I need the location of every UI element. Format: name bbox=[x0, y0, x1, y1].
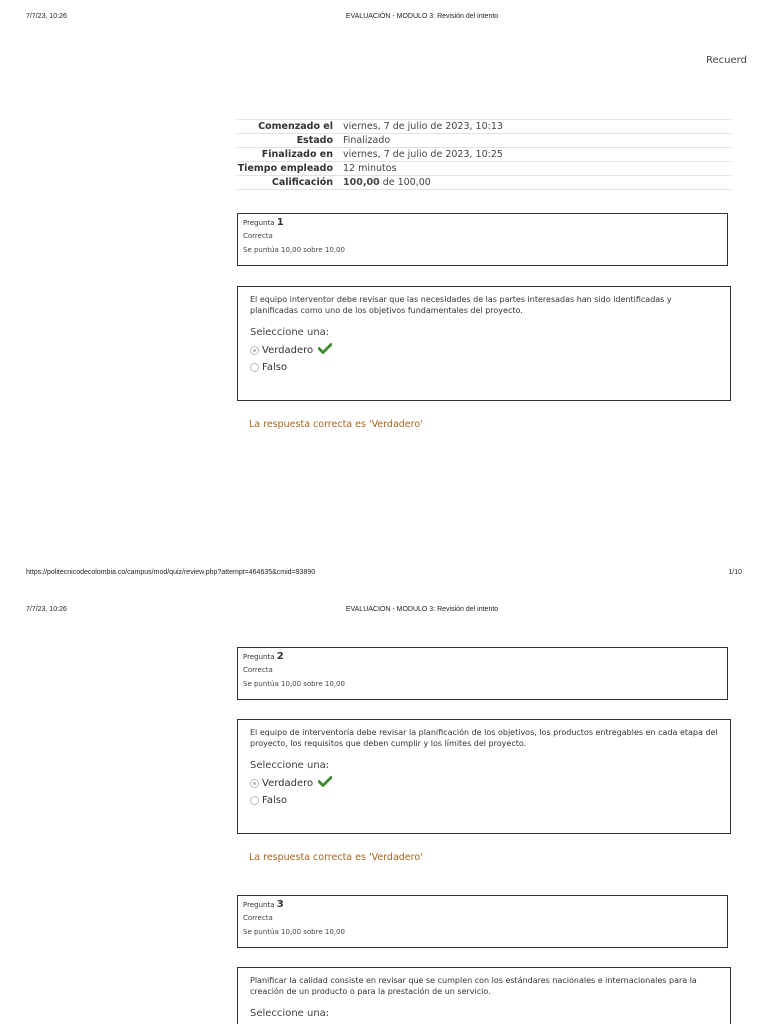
attempt-summary-table bbox=[237, 119, 731, 190]
summary-value: viernes, 7 de julio de 2023, 10:13 bbox=[343, 120, 731, 134]
answer-option-label: Falso bbox=[262, 362, 288, 373]
print-page-number: 1/10 bbox=[728, 569, 742, 576]
summary-value bbox=[343, 176, 731, 190]
question-number: 3 bbox=[276, 899, 284, 910]
question-label-text: Pregunta bbox=[243, 901, 275, 909]
summary-value: Finalizado bbox=[343, 134, 731, 148]
radio-selected-icon[interactable] bbox=[250, 346, 259, 355]
question-label bbox=[243, 651, 722, 663]
answer-option[interactable] bbox=[250, 362, 718, 373]
question-status: Correcta bbox=[243, 914, 273, 922]
correct-answer-feedback: La respuesta correcta es 'Verdadero' bbox=[249, 852, 423, 863]
print-header bbox=[0, 606, 768, 618]
summary-key: Calificación bbox=[237, 176, 343, 190]
summary-key: Estado bbox=[237, 134, 343, 148]
answer-option[interactable] bbox=[250, 795, 718, 806]
question-grade: Se puntúa 10,00 sobre 10,00 bbox=[243, 680, 345, 688]
radio-unselected-icon[interactable] bbox=[250, 363, 259, 372]
summary-row bbox=[237, 162, 731, 176]
answer-option-label: Falso bbox=[262, 795, 288, 806]
summary-row bbox=[237, 134, 731, 148]
summary-key: Tiempo empleado bbox=[237, 162, 343, 176]
question-label-text: Pregunta bbox=[243, 219, 275, 227]
correct-answer-feedback: La respuesta correcta es 'Verdadero' bbox=[249, 419, 423, 430]
summary-row bbox=[237, 148, 731, 162]
question-text: El equipo de interventoría debe revisar la planificación de los objetivos, los productos entregables en cada etapa del proyecto, los requisitos que deben cumplir y los límites del proyecto. bbox=[250, 728, 718, 748]
answer-option[interactable] bbox=[250, 776, 718, 790]
summary-key: Finalizado en bbox=[237, 148, 343, 162]
print-footer bbox=[0, 569, 768, 581]
summary-row-grade bbox=[237, 176, 731, 190]
answer-prompt: Seleccione una: bbox=[250, 1008, 330, 1019]
summary-value: viernes, 7 de julio de 2023, 10:25 bbox=[343, 148, 731, 162]
question-grade: Se puntúa 10,00 sobre 10,00 bbox=[243, 246, 345, 254]
question-text: El equipo interventor debe revisar que las necesidades de las partes interesadas han sido identificadas y planificadas como uno de los objetivos fundamentales del proyecto. bbox=[250, 295, 672, 315]
answer-prompt: Seleccione una: bbox=[250, 327, 330, 338]
question-label bbox=[243, 899, 722, 911]
answer-prompt: Seleccione una: bbox=[250, 760, 330, 771]
question-content-box bbox=[237, 286, 731, 401]
summary-value: 12 minutos bbox=[343, 162, 731, 176]
print-date: 7/7/23, 10:26 bbox=[26, 13, 67, 20]
question-text: Planificar la calidad consiste en revisar que se cumplen con los estándares nacionales e internacionales para la creación de un producto o para la prestación de un servicio. bbox=[250, 976, 697, 996]
question-label-text: Pregunta bbox=[243, 653, 275, 661]
question-number: 2 bbox=[276, 651, 284, 662]
question-grade: Se puntúa 10,00 sobre 10,00 bbox=[243, 928, 345, 936]
grade-value: 100,00 bbox=[343, 177, 380, 188]
print-title: EVALUACIÓN - MODULO 3: Revisión del intento bbox=[345, 606, 499, 613]
question-status: Correcta bbox=[243, 666, 273, 674]
checkmark-icon bbox=[318, 776, 332, 790]
answer-option-label: Verdadero bbox=[262, 777, 314, 789]
radio-selected-icon[interactable] bbox=[250, 779, 259, 788]
question-content-box bbox=[237, 967, 731, 1024]
checkmark-icon bbox=[318, 343, 332, 357]
print-date: 7/7/23, 10:26 bbox=[26, 606, 67, 613]
answer-option[interactable] bbox=[250, 343, 718, 357]
print-url: https://politecnicodecolombia.co/campus/mod/quiz/review.php?attempt=464635&cmid=93890 bbox=[26, 569, 316, 576]
question-content-box bbox=[237, 719, 731, 834]
summary-key: Comenzado el bbox=[237, 120, 343, 134]
question-label bbox=[243, 217, 722, 229]
question-status: Correcta bbox=[243, 232, 273, 240]
question-info-box bbox=[237, 213, 728, 266]
summary-row bbox=[237, 120, 731, 134]
radio-unselected-icon[interactable] bbox=[250, 796, 259, 805]
print-header bbox=[0, 13, 768, 25]
question-info-box bbox=[237, 895, 728, 948]
grade-suffix: de 100,00 bbox=[382, 177, 431, 188]
print-title: EVALUACIÓN - MODULO 3: Revisión del intento bbox=[345, 13, 499, 20]
question-info-box bbox=[237, 647, 728, 700]
top-right-link[interactable]: Recuerd bbox=[706, 55, 747, 66]
question-number: 1 bbox=[276, 217, 284, 228]
answer-option-label: Verdadero bbox=[262, 344, 314, 356]
